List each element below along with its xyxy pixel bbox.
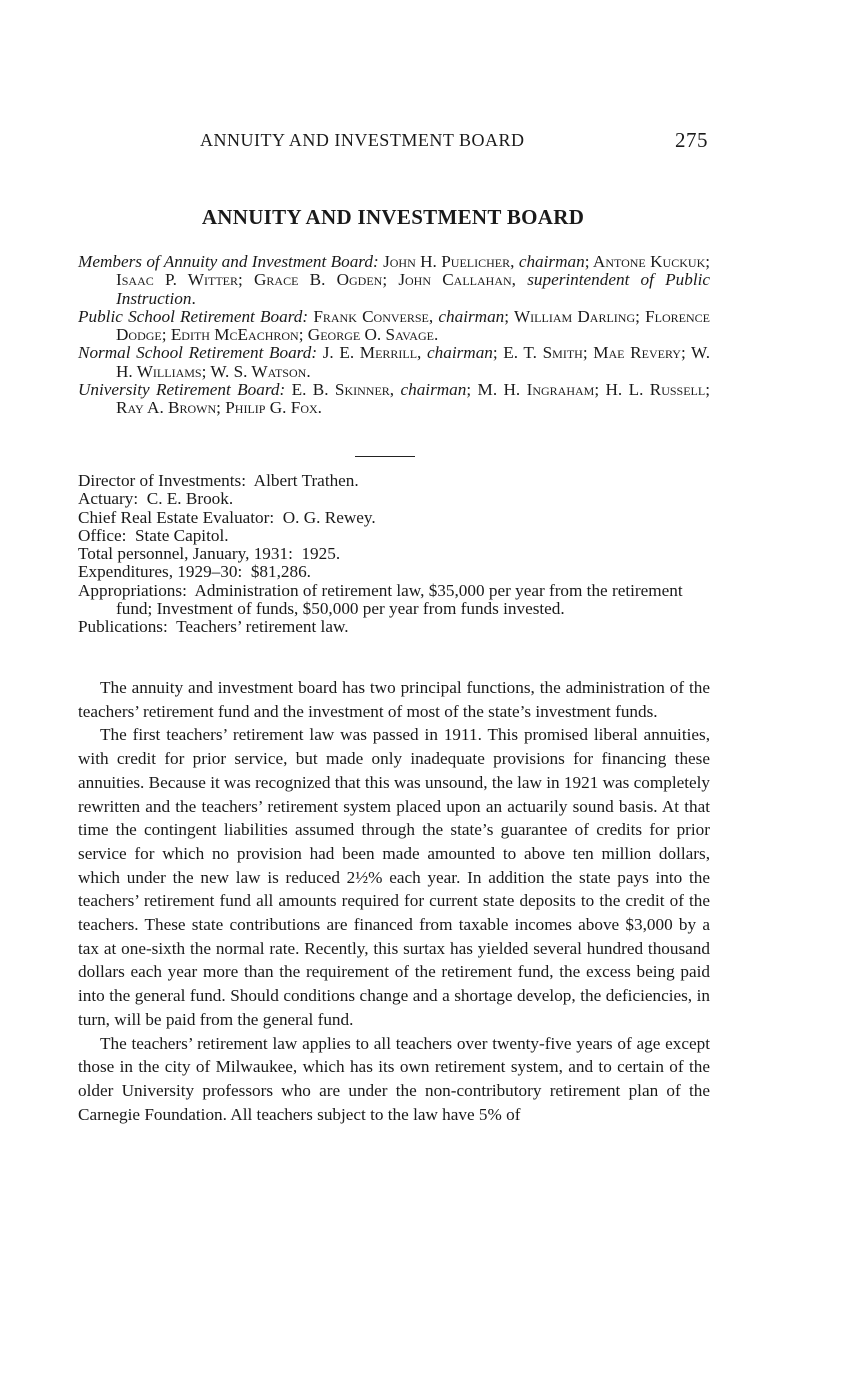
info-label: Total personnel, January, 1931: [78,544,293,564]
info-value: 1925. [301,544,341,564]
running-header [78,128,708,156]
board-members-text: John H. Puelicher, chairman; Antone Kuckuk; Isaac P. Witter; Grace B. Ogden; John Callahan, superintendent of Public Instruction. [116,252,711,308]
role-text: chairman [400,380,467,400]
page-number: 275 [675,128,708,152]
board-members-text: Frank Converse, chairman; William Darling; Florence Dodge; Edith McEachron; George O. Savage. [116,306,710,345]
info-label: Director of Investments: [78,471,247,490]
info-line [78,563,710,581]
info-line [78,472,710,490]
body-text [78,676,710,1126]
info-value: State Capitol. [134,525,229,545]
section-title: ANNUITY AND INVESTMENT BOARD [201,205,585,229]
info-label: Chief Real Estate Evaluator: [78,507,275,527]
board-members-text: J. E. Merrill, chairman; E. T. Smith; Mae Revery; W. H. Williams; W. S. Watson. [116,343,710,381]
info-label: Office: [78,525,127,545]
info-label: Expenditures, 1929–30: [78,562,243,582]
board-label: Members of Annuity and Investment Board: [78,252,379,271]
role-text: chairman [518,252,585,271]
board-members-entry [78,381,710,418]
info-label: Publications: [78,617,168,637]
info-line [78,618,710,636]
info-value: Administration of retirement law, $35,000 per year from the retirement fund; Investment of funds, $50,000 per year from funds invested. [116,580,683,619]
info-line [78,509,710,527]
board-label: Normal School Retirement Board: [78,343,318,363]
board-members-entry [78,308,710,345]
info-line [78,582,710,619]
board-label: Public School Retirement Board: [78,306,309,326]
info-line [78,490,710,508]
role-text: chairman [427,343,493,363]
board-members-entry [78,253,710,308]
role-text: chairman [438,306,505,326]
info-line [78,527,710,545]
info-label: Actuary: [78,489,139,509]
board-label: University Retirement Board: [78,380,286,400]
body-paragraph: The teachers’ retirement law applies to all teachers over twenty-five years of age except those in the city of Milwaukee, which has its own retirement system, and to certain of the older University professors who are under the non-contributory retirement plan of the Carnegie Foundation. All teachers subject to the law have 5% of [78,1033,710,1124]
info-value: Teachers’ retirement law. [176,617,349,637]
board-members-entry [78,344,710,381]
board-members-text: E. B. Skinner, chairman; M. H. Ingraham; H. L. Russell; Ray A. Brown; Philip G. Fox. [116,380,710,418]
info-value: $81,286. [250,562,311,582]
body-paragraph: The first teachers’ retirement law was passed in 1911. This promised liberal annuities, with credit for prior service, but made only inadequate provisions for financing these annuities. Because it was recognized that this was unsound, the law in 1921 was completely rewritten and the teachers’ retirement system placed upon an actuarily sound basis. At that time the contingent liabilities assumed through the state’s guarantee of credits for prior service for which no provision had been made amounted to above ten million dollars, which under the new law is reduced 2½% each year. In addition the state pays into the teachers’ retirement fund all amounts required for current state deposits to the credit of the teachers. These state contributions are financed from taxable incomes above $3,000 by a tax at one-sixth the normal rate. Recently, this surtax has yielded several hundred thousand dollars each year more than the requirement of the retirement fund, the excess being paid into the general fund. Should conditions change and a shortage develop, the deficiencies, in turn, will be paid from the general fund. [78,725,710,1029]
info-value: O. G. Rewey. [282,507,376,527]
info-value: Albert Trathen. [253,471,359,490]
agency-info-list [78,472,710,637]
board-members-list [78,253,710,418]
running-header-title: ANNUITY AND INVESTMENT BOARD [200,130,525,150]
body-paragraph: The annuity and investment board has two principal functions, the administration of the teachers’ retirement fund and the investment of most of the state’s investment funds. [78,678,710,721]
info-value: C. E. Brook. [146,489,234,509]
info-line [78,545,710,563]
role-text: superintendent of Public Instruction [116,270,710,308]
info-label: Appropriations: [78,580,187,600]
section-divider [355,456,415,457]
